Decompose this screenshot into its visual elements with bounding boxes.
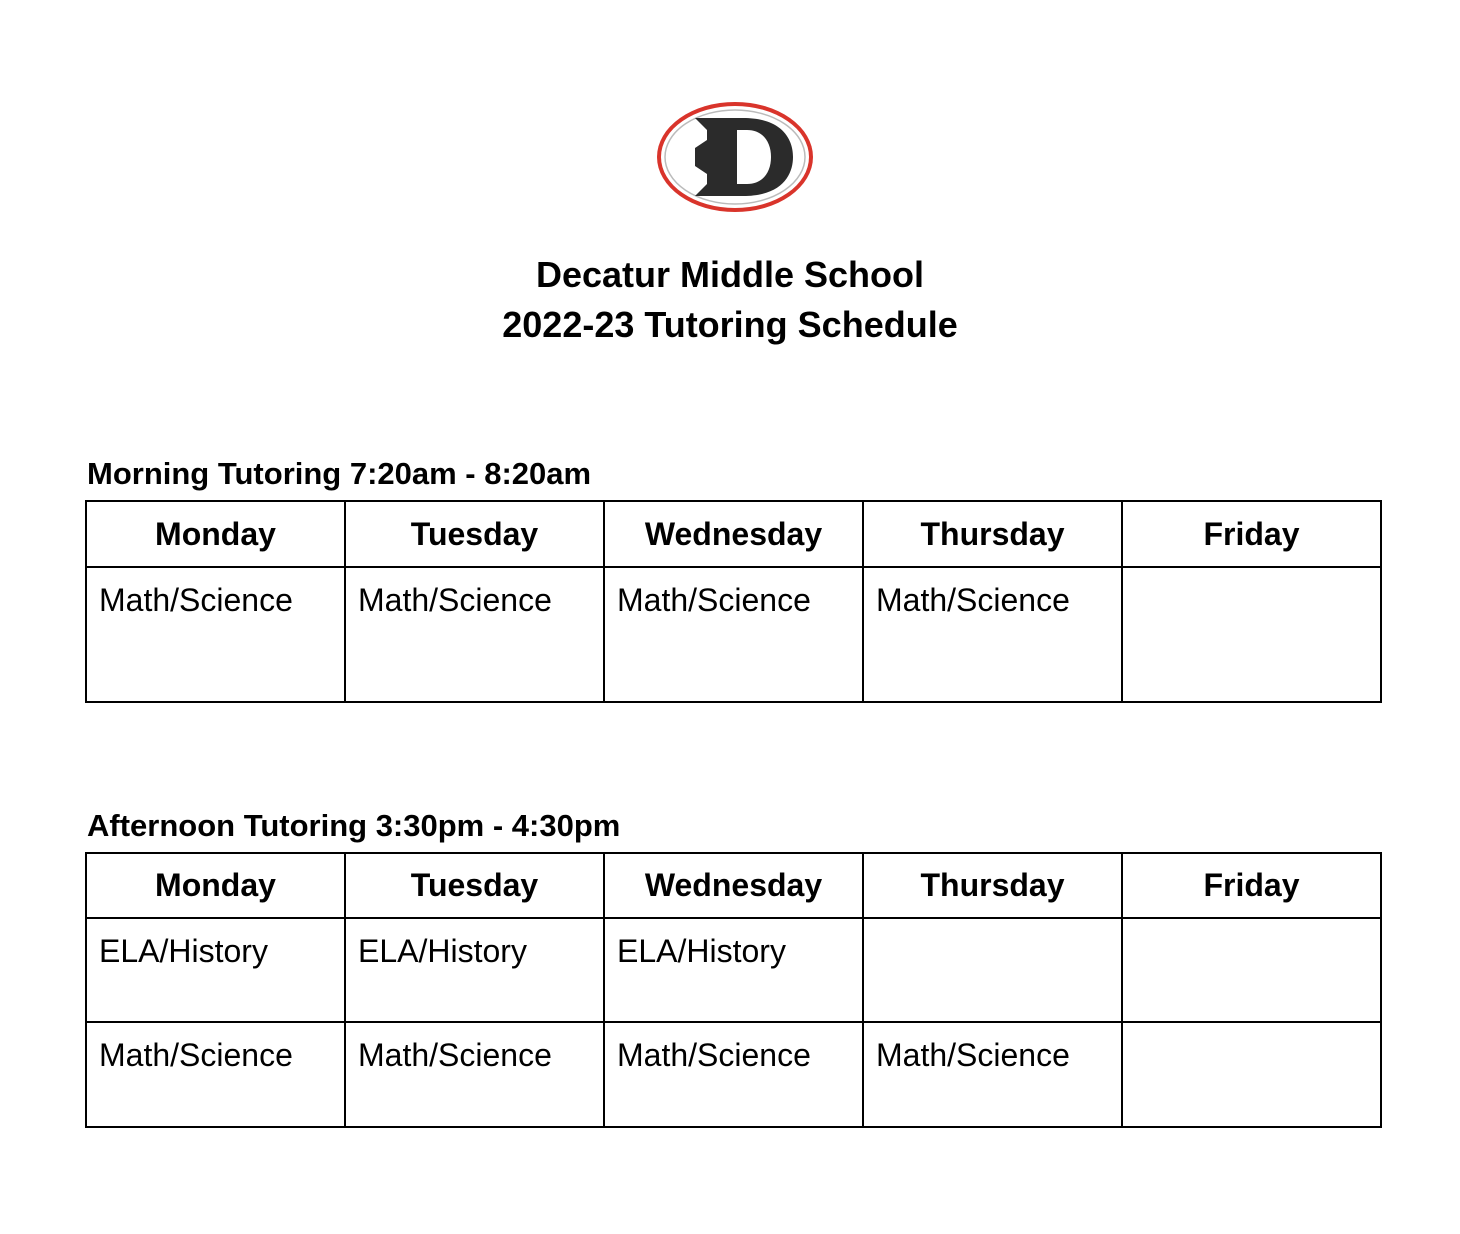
table-cell: Math/Science — [345, 567, 604, 702]
day-header: Wednesday — [604, 501, 863, 567]
day-header: Tuesday — [345, 501, 604, 567]
day-header: Monday — [86, 853, 345, 918]
table-row — [86, 1022, 1381, 1127]
day-header: Wednesday — [604, 853, 863, 918]
day-header: Tuesday — [345, 853, 604, 918]
table-cell — [1122, 1022, 1381, 1127]
morning-table — [85, 500, 1382, 703]
page-title — [0, 250, 1460, 350]
afternoon-heading: Afternoon Tutoring 3:30pm - 4:30pm — [87, 808, 621, 843]
table-cell: Math/Science — [604, 1022, 863, 1127]
table-cell: ELA/History — [86, 918, 345, 1022]
table-cell: Math/Science — [863, 567, 1122, 702]
day-header: Thursday — [863, 501, 1122, 567]
table-cell: Math/Science — [86, 1022, 345, 1127]
day-header: Monday — [86, 501, 345, 567]
table-cell: Math/Science — [345, 1022, 604, 1127]
day-header: Thursday — [863, 853, 1122, 918]
table-row — [86, 918, 1381, 1022]
table-cell: Math/Science — [604, 567, 863, 702]
table-cell: Math/Science — [863, 1022, 1122, 1127]
table-cell: Math/Science — [86, 567, 345, 702]
day-header: Friday — [1122, 501, 1381, 567]
table-cell — [863, 918, 1122, 1022]
table-row — [86, 567, 1381, 702]
table-cell — [1122, 918, 1381, 1022]
afternoon-table — [85, 852, 1382, 1128]
school-name: Decatur Middle School — [535, 254, 925, 295]
school-logo — [655, 100, 815, 214]
schedule-title: 2022-23 Tutoring Schedule — [502, 304, 958, 345]
table-cell — [1122, 567, 1381, 702]
morning-heading: Morning Tutoring 7:20am - 8:20am — [87, 456, 592, 491]
table-cell: ELA/History — [604, 918, 863, 1022]
day-header: Friday — [1122, 853, 1381, 918]
table-cell: ELA/History — [345, 918, 604, 1022]
